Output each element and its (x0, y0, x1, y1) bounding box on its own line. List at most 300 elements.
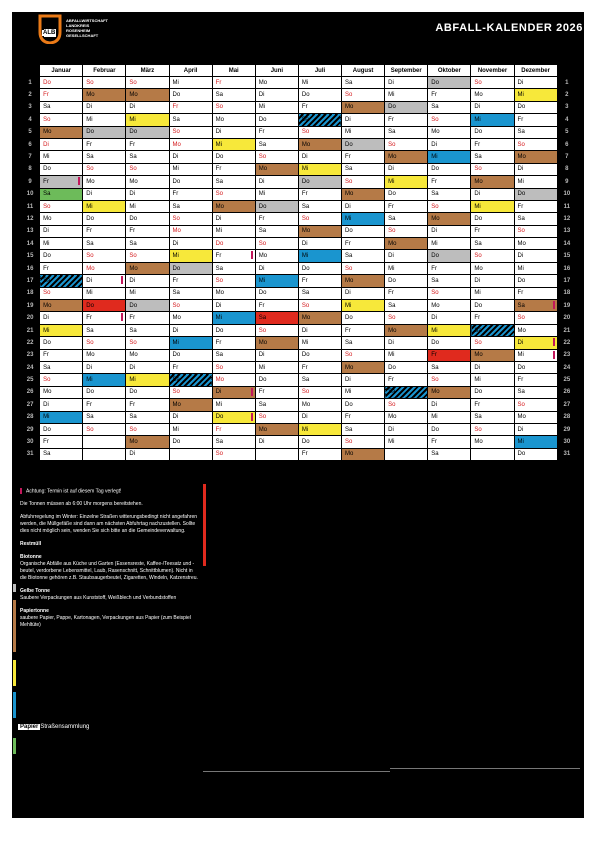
day-cell: Do (169, 89, 212, 101)
day-cell: Mi (298, 250, 341, 262)
day-cell: Di (385, 337, 428, 349)
day-number-left: 12 (21, 213, 40, 225)
day-cell: Sa (212, 89, 255, 101)
day-cell: Mi (514, 176, 557, 188)
day-cell: So (471, 77, 514, 89)
day-cell: Sa (126, 411, 169, 423)
day-cell: Mi (169, 423, 212, 435)
day-cell: Sa (169, 287, 212, 299)
day-cell: So (428, 114, 471, 126)
moved-date-icon (121, 276, 123, 284)
legend-time: Die Tonnen müssen ab 6:00 Uhr morgens bereitstehen. (20, 501, 143, 508)
day-cell: Di (169, 151, 212, 163)
day-cell: Sa (83, 411, 126, 423)
day-cell: Fr (212, 250, 255, 262)
day-cell: Sa (342, 163, 385, 175)
day-cell: Sa (212, 262, 255, 274)
logo-line: LANDKREIS (66, 23, 90, 28)
day-cell: So (298, 126, 341, 138)
day-cell: Mi (255, 361, 298, 373)
day-row (21, 423, 577, 435)
day-cell: Fr (83, 225, 126, 237)
day-cell: Mi (212, 399, 255, 411)
day-number-right: 9 (557, 176, 576, 188)
day-cell: So (126, 423, 169, 435)
day-cell: Mo (471, 436, 514, 448)
day-number-right: 19 (557, 300, 576, 312)
bio-text: Organische Abfälle aus Küche und Garten (Essensreste, Kaffee-/Teesatz und -beutel, verdorbene Lebensmittel, Laub, Rasenschnitt, Schnittblumen). Nicht in die Biotonne gehören z.B. Staubsaugerbeutel, Zigaretten, Windeln, Katzenstreu. (20, 561, 198, 582)
day-cell: Di (428, 225, 471, 237)
day-cell: Mo (83, 349, 126, 361)
day-cell: Mi (298, 163, 341, 175)
day-cell: Fr (471, 399, 514, 411)
day-cell: So (514, 312, 557, 324)
day-cell: So (83, 250, 126, 262)
day-row (21, 114, 577, 126)
day-cell: Mo (298, 225, 341, 237)
day-cell: Di (169, 411, 212, 423)
day-cell: Do (126, 126, 169, 138)
day-number-left: 16 (21, 262, 40, 274)
day-cell: Fr (126, 312, 169, 324)
day-row (21, 374, 577, 386)
alb-logo-icon (38, 14, 62, 44)
day-cell: Fr (255, 300, 298, 312)
day-cell: Sa (342, 250, 385, 262)
day-row (21, 77, 577, 89)
day-number-right: 10 (557, 188, 576, 200)
day-cell: Mo (83, 89, 126, 101)
day-cell: Fr (83, 138, 126, 150)
day-cell: Do (83, 300, 126, 312)
day-cell: Mi (342, 386, 385, 398)
day-cell: Mi (40, 238, 83, 250)
day-cell: Mo (169, 225, 212, 237)
day-cell: Di (385, 423, 428, 435)
day-row (21, 262, 577, 274)
day-cell: Mi (126, 374, 169, 386)
day-cell: Mo (255, 163, 298, 175)
day-cell: Do (298, 262, 341, 274)
day-cell: Do (428, 423, 471, 435)
day-cell: Di (298, 151, 341, 163)
day-cell: Mo (212, 114, 255, 126)
day-cell: Mo (514, 151, 557, 163)
day-cell: Di (514, 423, 557, 435)
day-cell: Di (83, 275, 126, 287)
day-cell: Mo (385, 411, 428, 423)
day-row (21, 324, 577, 336)
day-cell: Mo (471, 349, 514, 361)
day-cell (83, 448, 126, 460)
day-cell: Do (83, 386, 126, 398)
day-cell: Mi (428, 324, 471, 336)
day-cell: Mo (212, 374, 255, 386)
moved-date-icon (553, 351, 555, 359)
month-header: Oktober (428, 65, 471, 77)
footer-line-left (203, 771, 390, 772)
legend-papier (20, 608, 200, 629)
day-row (21, 275, 577, 287)
day-cell: Fr (298, 101, 341, 113)
day-cell: Do (298, 89, 341, 101)
day-cell: Do (471, 386, 514, 398)
day-cell: Fr (471, 225, 514, 237)
day-cell: Fr (471, 138, 514, 150)
day-number-right: 26 (557, 386, 576, 398)
day-number-right: 6 (557, 138, 576, 150)
day-cell: Fr (126, 225, 169, 237)
day-cell: So (83, 337, 126, 349)
day-cell: So (298, 386, 341, 398)
day-cell: So (514, 225, 557, 237)
day-cell: Do (298, 176, 341, 188)
day-cell: Fr (212, 423, 255, 435)
day-cell: So (471, 250, 514, 262)
month-header: März (126, 65, 169, 77)
day-cell: Mi (169, 250, 212, 262)
day-cell: Mo (471, 89, 514, 101)
day-cell: Mo (169, 312, 212, 324)
day-cell (255, 448, 298, 460)
day-cell: Mi (83, 200, 126, 212)
day-cell: Mo (212, 287, 255, 299)
day-cell: So (342, 176, 385, 188)
day-cell: Mi (40, 151, 83, 163)
day-number-right: 31 (557, 448, 576, 460)
day-cell: Mi (385, 89, 428, 101)
day-cell: Mi (83, 114, 126, 126)
day-cell: Sa (471, 324, 514, 336)
day-number-left: 8 (21, 163, 40, 175)
day-cell: Do (255, 287, 298, 299)
restmuell-title: Restmüll (20, 541, 42, 548)
day-number-right: 18 (557, 287, 576, 299)
day-cell: So (126, 250, 169, 262)
day-cell: Mi (471, 287, 514, 299)
day-cell: So (40, 200, 83, 212)
calendar-grid (20, 64, 577, 461)
day-cell: Mi (255, 275, 298, 287)
day-cell: Do (428, 337, 471, 349)
day-cell: Do (83, 126, 126, 138)
day-cell: Di (212, 213, 255, 225)
month-header: November (471, 65, 514, 77)
day-cell: So (40, 374, 83, 386)
day-cell: Fr (40, 349, 83, 361)
day-cell: Sa (40, 448, 83, 460)
day-cell: So (126, 163, 169, 175)
day-cell: Do (255, 200, 298, 212)
day-cell: Sa (514, 126, 557, 138)
day-cell: Do (212, 238, 255, 250)
day-cell: Mi (342, 126, 385, 138)
day-number-right: 7 (557, 151, 576, 163)
day-cell: Di (126, 101, 169, 113)
day-cell: Sa (126, 324, 169, 336)
day-cell: Do (471, 300, 514, 312)
day-cell: Fr (298, 275, 341, 287)
logo-line: GESELLSCHAFT (66, 33, 99, 38)
day-cell: Sa (40, 275, 83, 287)
day-cell: Sa (212, 349, 255, 361)
day-row (21, 151, 577, 163)
day-cell: Mi (385, 262, 428, 274)
day-number-left: 2 (21, 89, 40, 101)
day-number-right: 17 (557, 275, 576, 287)
day-number-left: 7 (21, 151, 40, 163)
day-cell: So (169, 213, 212, 225)
day-cell: Mo (298, 312, 341, 324)
corner-cell (557, 65, 576, 77)
day-number-right: 21 (557, 324, 576, 336)
legend-restmuell (20, 541, 200, 548)
day-cell: So (126, 77, 169, 89)
day-number-right: 2 (557, 89, 576, 101)
day-number-left: 5 (21, 126, 40, 138)
day-number-right: 20 (557, 312, 576, 324)
day-number-left: 23 (21, 349, 40, 361)
day-cell: So (471, 163, 514, 175)
day-cell: Do (255, 374, 298, 386)
day-cell: Fr (428, 436, 471, 448)
day-number-left: 22 (21, 337, 40, 349)
day-cell: So (255, 238, 298, 250)
day-cell: Do (169, 262, 212, 274)
day-number-right: 30 (557, 436, 576, 448)
day-cell: Mo (428, 213, 471, 225)
day-number-left: 13 (21, 225, 40, 237)
day-row (21, 349, 577, 361)
day-cell: Di (255, 349, 298, 361)
day-cell: Mo (212, 200, 255, 212)
day-cell: Do (342, 225, 385, 237)
day-cell: Di (514, 163, 557, 175)
day-cell: So (385, 225, 428, 237)
day-cell: Mi (169, 77, 212, 89)
legend-bio (20, 554, 200, 582)
day-cell: So (169, 126, 212, 138)
day-cell: Di (212, 300, 255, 312)
day-cell: Sa (83, 324, 126, 336)
day-row (21, 126, 577, 138)
day-cell: Di (428, 138, 471, 150)
day-cell: Do (471, 213, 514, 225)
day-cell: Fr (514, 287, 557, 299)
day-number-right: 5 (557, 126, 576, 138)
day-cell: Fr (428, 349, 471, 361)
day-cell: Mi (298, 77, 341, 89)
month-header: Mai (212, 65, 255, 77)
day-number-right: 1 (557, 77, 576, 89)
gelb-legend-bar (13, 660, 16, 686)
day-cell: Mi (83, 374, 126, 386)
day-cell: Di (40, 138, 83, 150)
day-row (21, 337, 577, 349)
day-row (21, 188, 577, 200)
day-cell: Fr (40, 436, 83, 448)
day-cell: Sa (298, 287, 341, 299)
day-cell: Do (40, 337, 83, 349)
papier-title: Papiertonne (20, 608, 49, 615)
day-cell: Do (514, 101, 557, 113)
day-cell: Do (514, 448, 557, 460)
day-number-right: 27 (557, 399, 576, 411)
day-cell: Mi (126, 287, 169, 299)
day-cell: Fr (212, 77, 255, 89)
day-cell: Do (385, 188, 428, 200)
legend-note (20, 488, 200, 495)
day-cell: Fr (126, 138, 169, 150)
moved-date-icon (78, 177, 80, 185)
day-cell: Do (298, 436, 341, 448)
day-cell: Sa (428, 275, 471, 287)
day-cell: So (428, 287, 471, 299)
day-cell: Mo (40, 126, 83, 138)
day-cell: Sa (385, 126, 428, 138)
day-cell: Fr (255, 386, 298, 398)
day-row (21, 213, 577, 225)
legend-gelb (20, 588, 200, 602)
day-cell: Fr (212, 163, 255, 175)
day-cell: Di (126, 448, 169, 460)
day-row (21, 138, 577, 150)
day-cell: Fr (342, 324, 385, 336)
day-cell: Mo (514, 324, 557, 336)
month-header-row (21, 65, 577, 77)
day-cell: Sa (255, 312, 298, 324)
day-number-right: 22 (557, 337, 576, 349)
day-cell: So (255, 151, 298, 163)
day-cell: So (126, 337, 169, 349)
day-cell: Fr (40, 89, 83, 101)
day-cell: Sa (126, 151, 169, 163)
day-cell: Do (212, 151, 255, 163)
day-cell: Mo (342, 188, 385, 200)
day-cell: Do (385, 361, 428, 373)
day-row (21, 399, 577, 411)
day-cell: Fr (428, 89, 471, 101)
day-cell: Mi (298, 337, 341, 349)
month-header: Februar (83, 65, 126, 77)
day-number-right: 23 (557, 349, 576, 361)
bio-legend-bar (13, 600, 16, 652)
day-cell: So (83, 77, 126, 89)
papier-legend-bar (13, 692, 16, 718)
corner-cell (21, 65, 40, 77)
day-cell: Fr (471, 312, 514, 324)
day-cell: Mo (40, 386, 83, 398)
day-cell: Di (255, 436, 298, 448)
day-row (21, 250, 577, 262)
day-cell: Sa (342, 77, 385, 89)
day-cell: Sa (385, 213, 428, 225)
day-cell: So (385, 312, 428, 324)
day-cell: Sa (514, 386, 557, 398)
moved-date-icon (251, 388, 253, 396)
day-row (21, 386, 577, 398)
day-cell: Mo (428, 386, 471, 398)
day-number-left: 19 (21, 300, 40, 312)
day-row (21, 225, 577, 237)
day-cell: Mi (471, 114, 514, 126)
day-cell: Mi (342, 213, 385, 225)
month-header: August (342, 65, 385, 77)
day-cell: Mo (126, 176, 169, 188)
day-cell: Mi (385, 349, 428, 361)
day-cell: So (83, 163, 126, 175)
day-row (21, 312, 577, 324)
day-cell: So (212, 101, 255, 113)
day-cell: Sa (83, 238, 126, 250)
day-cell: Di (471, 275, 514, 287)
day-cell: Di (83, 101, 126, 113)
day-cell: Sa (428, 101, 471, 113)
day-cell: So (342, 262, 385, 274)
day-cell: Di (298, 324, 341, 336)
day-cell: Di (471, 188, 514, 200)
day-cell: So (385, 399, 428, 411)
day-number-right: 28 (557, 411, 576, 423)
day-cell: Do (40, 250, 83, 262)
day-cell: Fr (83, 399, 126, 411)
day-cell: Fr (514, 374, 557, 386)
day-cell: Mi (212, 138, 255, 150)
day-cell: Do (514, 275, 557, 287)
day-row (21, 361, 577, 373)
month-header: April (169, 65, 212, 77)
day-cell: Do (514, 188, 557, 200)
day-number-right: 15 (557, 250, 576, 262)
moved-date-icon (251, 251, 253, 259)
day-cell: Do (126, 386, 169, 398)
day-cell: Di (428, 312, 471, 324)
day-cell: Fr (385, 287, 428, 299)
day-cell: Mi (212, 312, 255, 324)
day-cell: Di (342, 374, 385, 386)
day-cell: Do (40, 423, 83, 435)
day-cell: Do (40, 77, 83, 89)
day-cell: So (342, 89, 385, 101)
day-cell: Sa (514, 300, 557, 312)
day-cell: So (212, 448, 255, 460)
bio-title: Biotonne (20, 554, 42, 561)
day-number-left: 1 (21, 77, 40, 89)
day-cell: Fr (83, 312, 126, 324)
day-cell: Fr (385, 200, 428, 212)
day-cell: Do (40, 163, 83, 175)
day-cell: Fr (342, 411, 385, 423)
day-cell: Di (342, 200, 385, 212)
day-number-left: 17 (21, 275, 40, 287)
day-cell: Do (342, 138, 385, 150)
day-number-left: 26 (21, 386, 40, 398)
day-cell: Di (298, 411, 341, 423)
day-cell: Sa (298, 374, 341, 386)
day-cell: Sa (126, 238, 169, 250)
day-number-left: 10 (21, 188, 40, 200)
day-cell: Mo (255, 337, 298, 349)
day-cell: Fr (385, 114, 428, 126)
day-cell: Mo (428, 126, 471, 138)
logo-text (66, 18, 108, 38)
day-number-right: 16 (557, 262, 576, 274)
day-cell: Mo (40, 300, 83, 312)
day-cell: Sa (514, 213, 557, 225)
day-cell: Mi (514, 89, 557, 101)
day-cell: Di (169, 324, 212, 336)
day-cell: Sa (471, 238, 514, 250)
